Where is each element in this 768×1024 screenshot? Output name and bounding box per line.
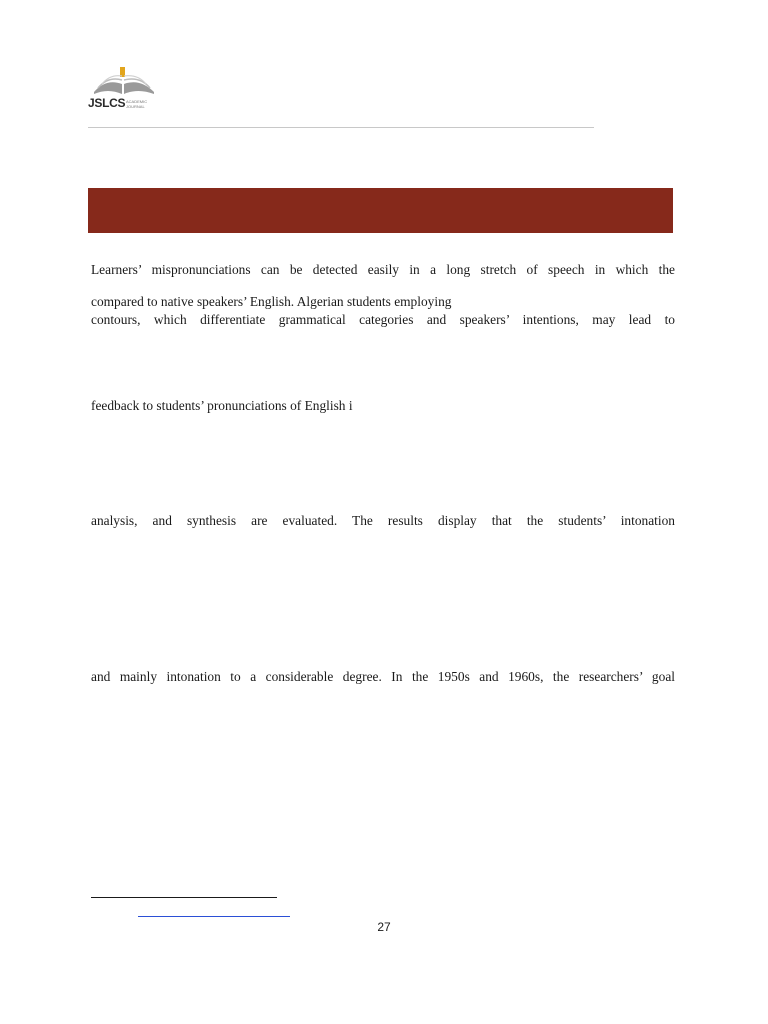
body-line-2: compared to native speakers’ English. Algerian students employing xyxy=(91,294,452,309)
page-number: 27 xyxy=(377,920,391,934)
logo-text: JSLCS xyxy=(88,96,126,110)
journal-logo xyxy=(86,66,162,116)
logo-subtitle: ACADEMIC JOURNAL xyxy=(126,99,148,109)
title-bar xyxy=(88,188,673,233)
footnote-link[interactable] xyxy=(138,916,290,917)
header-rule xyxy=(88,127,594,128)
body-line-4: feedback to students’ pronunciations of English i xyxy=(91,398,353,413)
body-line-3: contours, which differentiate grammatical categories and speakers’ intentions, may lead to xyxy=(91,312,675,327)
footnote-rule xyxy=(91,897,277,898)
open-book-icon xyxy=(86,66,162,96)
body-line-1: Learners’ mispronunciations can be detected easily in a long stretch of speech in which the xyxy=(91,262,675,277)
body-line-5: analysis, and synthesis are evaluated. The results display that the students’ intonation xyxy=(91,513,675,528)
body-line-6: and mainly intonation to a considerable degree. In the 1950s and 1960s, the researchers’ goal xyxy=(91,669,675,684)
